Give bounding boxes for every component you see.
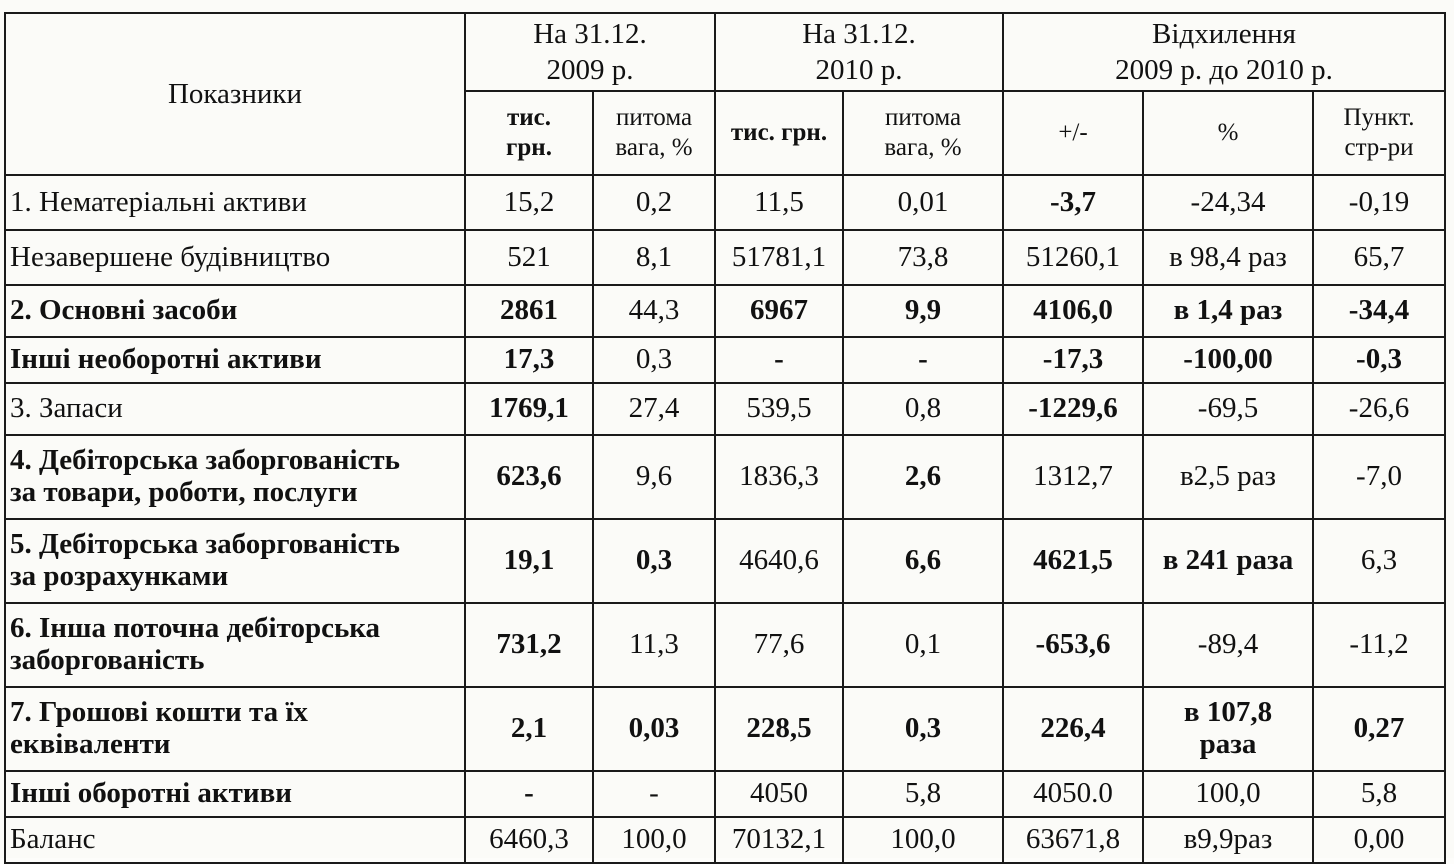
- cell-2009-share: 0,2: [593, 175, 715, 230]
- table-row: [5, 817, 1445, 863]
- row-name: 4. Дебіторська заборгованість за товари, роботи, послуги: [5, 435, 465, 519]
- cell-structure-points: -11,2: [1313, 603, 1445, 687]
- cell-2009-value: 521: [465, 230, 593, 285]
- table-row: [5, 687, 1445, 771]
- cell-2009-value: 17,3: [465, 337, 593, 383]
- cell-2009-share: 11,3: [593, 603, 715, 687]
- cell-pct-change: -69,5: [1143, 383, 1313, 435]
- cell-structure-points: -26,6: [1313, 383, 1445, 435]
- cell-structure-points: -0,19: [1313, 175, 1445, 230]
- cell-pct-change: в 107,8 раза: [1143, 687, 1313, 771]
- row-name: Незавершене будівництво: [5, 230, 465, 285]
- header-row-1: [5, 13, 1445, 91]
- header-pct-change: %: [1143, 91, 1313, 175]
- cell-pct-change: в9,9раз: [1143, 817, 1313, 863]
- cell-2010-value: -: [715, 337, 843, 383]
- header-abs-change: +/-: [1003, 91, 1143, 175]
- cell-pct-change: в 241 раза: [1143, 519, 1313, 603]
- header-indicator: Показники: [5, 13, 465, 175]
- table-row: [5, 603, 1445, 687]
- cell-2009-share: -: [593, 771, 715, 817]
- row-name: 5. Дебіторська заборгованість за розрахунками: [5, 519, 465, 603]
- cell-structure-points: 0,00: [1313, 817, 1445, 863]
- cell-2010-value: 6967: [715, 285, 843, 337]
- cell-2010-share: 0,8: [843, 383, 1003, 435]
- cell-2009-share: 0,03: [593, 687, 715, 771]
- cell-2009-share: 27,4: [593, 383, 715, 435]
- table-row: [5, 383, 1445, 435]
- cell-abs-change: -3,7: [1003, 175, 1143, 230]
- table-row: [5, 771, 1445, 817]
- cell-2009-share: 44,3: [593, 285, 715, 337]
- header-deviation: Відхилення 2009 р. до 2010 р.: [1003, 13, 1445, 91]
- row-name: 3. Запаси: [5, 383, 465, 435]
- cell-structure-points: 0,27: [1313, 687, 1445, 771]
- cell-2010-value: 228,5: [715, 687, 843, 771]
- cell-structure-points: 5,8: [1313, 771, 1445, 817]
- cell-pct-change: 100,0: [1143, 771, 1313, 817]
- cell-2010-value: 77,6: [715, 603, 843, 687]
- cell-2009-value: 15,2: [465, 175, 593, 230]
- cell-2009-value: -: [465, 771, 593, 817]
- row-name: 1. Нематеріальні активи: [5, 175, 465, 230]
- cell-structure-points: 6,3: [1313, 519, 1445, 603]
- table-row: [5, 175, 1445, 230]
- cell-abs-change: 4621,5: [1003, 519, 1143, 603]
- cell-2009-value: 623,6: [465, 435, 593, 519]
- header-p2-share: питома вага, %: [843, 91, 1003, 175]
- cell-structure-points: -7,0: [1313, 435, 1445, 519]
- cell-2009-value: 6460,3: [465, 817, 593, 863]
- cell-abs-change: -653,6: [1003, 603, 1143, 687]
- cell-abs-change: 4050.0: [1003, 771, 1143, 817]
- cell-structure-points: 65,7: [1313, 230, 1445, 285]
- header-p1-share: питома вага, %: [593, 91, 715, 175]
- balance-table: [4, 12, 1446, 864]
- cell-2010-share: 2,6: [843, 435, 1003, 519]
- header-p1-value: тис. грн.: [465, 91, 593, 175]
- cell-pct-change: в 1,4 раз: [1143, 285, 1313, 337]
- table-row: [5, 519, 1445, 603]
- cell-pct-change: -100,00: [1143, 337, 1313, 383]
- row-name: 6. Інша поточна дебіторська заборгованість: [5, 603, 465, 687]
- cell-2010-share: 0,01: [843, 175, 1003, 230]
- row-name: 2. Основні засоби: [5, 285, 465, 337]
- cell-pct-change: -89,4: [1143, 603, 1313, 687]
- cell-2009-share: 9,6: [593, 435, 715, 519]
- cell-abs-change: 63671,8: [1003, 817, 1143, 863]
- cell-2010-share: -: [843, 337, 1003, 383]
- cell-2010-share: 0,1: [843, 603, 1003, 687]
- cell-2010-share: 100,0: [843, 817, 1003, 863]
- table-row: [5, 337, 1445, 383]
- table-row: [5, 285, 1445, 337]
- cell-pct-change: в 98,4 раз: [1143, 230, 1313, 285]
- header-structure-points: Пункт. стр-ри: [1313, 91, 1445, 175]
- cell-2010-share: 6,6: [843, 519, 1003, 603]
- cell-2009-value: 1769,1: [465, 383, 593, 435]
- cell-2009-share: 0,3: [593, 519, 715, 603]
- cell-2010-value: 1836,3: [715, 435, 843, 519]
- row-name: Баланс: [5, 817, 465, 863]
- cell-2009-value: 731,2: [465, 603, 593, 687]
- header-period-2009: На 31.12. 2009 р.: [465, 13, 715, 91]
- cell-2009-value: 2,1: [465, 687, 593, 771]
- table-row: [5, 230, 1445, 285]
- cell-2010-value: 4050: [715, 771, 843, 817]
- cell-2010-value: 51781,1: [715, 230, 843, 285]
- cell-2010-share: 0,3: [843, 687, 1003, 771]
- cell-2009-share: 100,0: [593, 817, 715, 863]
- cell-abs-change: 4106,0: [1003, 285, 1143, 337]
- cell-abs-change: 1312,7: [1003, 435, 1143, 519]
- cell-2010-value: 539,5: [715, 383, 843, 435]
- cell-2010-share: 9,9: [843, 285, 1003, 337]
- cell-2010-value: 4640,6: [715, 519, 843, 603]
- cell-2009-value: 19,1: [465, 519, 593, 603]
- cell-2010-share: 5,8: [843, 771, 1003, 817]
- cell-structure-points: -0,3: [1313, 337, 1445, 383]
- cell-2010-share: 73,8: [843, 230, 1003, 285]
- header-p2-value: тис. грн.: [715, 91, 843, 175]
- cell-abs-change: 51260,1: [1003, 230, 1143, 285]
- cell-2009-value: 2861: [465, 285, 593, 337]
- cell-pct-change: в2,5 раз: [1143, 435, 1313, 519]
- header-period-2010: На 31.12. 2010 р.: [715, 13, 1003, 91]
- row-name: 7. Грошові кошти та їх еквіваленти: [5, 687, 465, 771]
- cell-abs-change: 226,4: [1003, 687, 1143, 771]
- cell-2009-share: 0,3: [593, 337, 715, 383]
- cell-2010-value: 70132,1: [715, 817, 843, 863]
- cell-pct-change: -24,34: [1143, 175, 1313, 230]
- cell-abs-change: -1229,6: [1003, 383, 1143, 435]
- row-name: Інші оборотні активи: [5, 771, 465, 817]
- row-name: Інші необоротні активи: [5, 337, 465, 383]
- cell-2009-share: 8,1: [593, 230, 715, 285]
- cell-2010-value: 11,5: [715, 175, 843, 230]
- cell-abs-change: -17,3: [1003, 337, 1143, 383]
- cell-structure-points: -34,4: [1313, 285, 1445, 337]
- table-row: [5, 435, 1445, 519]
